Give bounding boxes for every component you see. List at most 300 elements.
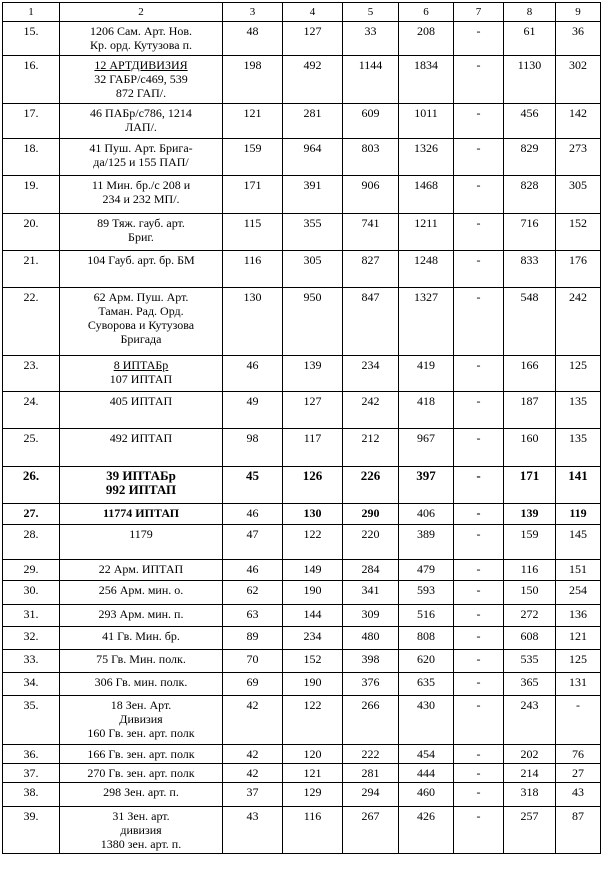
unit-name-line: 234 и 232 МП/. [102, 192, 180, 206]
value-cell: 257 [504, 807, 556, 854]
table-row [3, 104, 601, 139]
unit-name [60, 139, 223, 176]
value-cell: 273 [556, 139, 601, 176]
value-cell: 171 [223, 176, 283, 214]
value-cell: 125 [556, 650, 601, 673]
unit-name [60, 392, 223, 429]
value-cell: 365 [504, 673, 556, 696]
value-cell: 418 [399, 392, 454, 429]
value-cell: 242 [556, 288, 601, 356]
value-cell: - [454, 467, 504, 504]
value-cell: - [454, 525, 504, 560]
unit-name-line: 89 Тяж. гауб. арт. [97, 216, 185, 230]
value-cell: 116 [504, 560, 556, 581]
unit-name-line: 1380 зен. арт. п. [100, 837, 182, 851]
table-row [3, 650, 601, 673]
value-cell: 42 [223, 696, 283, 745]
value-cell: 267 [343, 807, 399, 854]
row-number: 29. [3, 560, 60, 581]
unit-name [60, 783, 223, 807]
value-cell: 1326 [399, 139, 454, 176]
value-cell: 125 [556, 356, 601, 392]
value-cell: 117 [283, 429, 343, 467]
unit-name [60, 807, 223, 854]
value-cell: 130 [223, 288, 283, 356]
value-cell: 302 [556, 56, 601, 104]
value-cell: 214 [504, 764, 556, 783]
value-cell: - [454, 627, 504, 650]
value-cell: 190 [283, 673, 343, 696]
value-cell: 906 [343, 176, 399, 214]
value-cell: 127 [283, 392, 343, 429]
col-header: 7 [454, 3, 504, 22]
value-cell: 1468 [399, 176, 454, 214]
col-header: 9 [556, 3, 601, 22]
value-cell: 121 [223, 104, 283, 139]
value-cell: 284 [343, 560, 399, 581]
table-row [3, 139, 601, 176]
value-cell: 967 [399, 429, 454, 467]
value-cell: 63 [223, 605, 283, 627]
table-row [3, 627, 601, 650]
unit-name-line: 41 Гв. Мин. бр. [102, 629, 180, 643]
unit-name-line: 160 Гв. зен. арт. полк [87, 726, 195, 740]
value-cell: - [454, 783, 504, 807]
value-cell: 116 [283, 807, 343, 854]
value-cell: 281 [343, 764, 399, 783]
data-table [2, 2, 601, 854]
table-row [3, 392, 601, 429]
value-cell: 254 [556, 581, 601, 605]
table-row [3, 56, 601, 104]
value-cell: 391 [283, 176, 343, 214]
unit-name-line: 104 Гауб. арт. бр. БМ [87, 253, 195, 267]
value-cell: - [454, 807, 504, 854]
value-cell: 309 [343, 605, 399, 627]
value-cell: 152 [556, 214, 601, 251]
table-row [3, 429, 601, 467]
unit-name-line: 22 Арм. ИПТАП [98, 562, 184, 576]
unit-name-line: 256 Арм. мин. о. [98, 583, 184, 597]
value-cell: 149 [283, 560, 343, 581]
unit-name-line: 11 Мин. бр./с 208 и [91, 178, 191, 192]
value-cell: 131 [556, 673, 601, 696]
value-cell: 159 [504, 525, 556, 560]
table-row [3, 288, 601, 356]
value-cell: 548 [504, 288, 556, 356]
unit-name-line: 39 ИПТАБр [106, 468, 176, 483]
value-cell: 242 [343, 392, 399, 429]
col-header: 2 [60, 3, 223, 22]
table-row [3, 251, 601, 288]
value-cell: 122 [283, 525, 343, 560]
value-cell: 444 [399, 764, 454, 783]
table-row [3, 581, 601, 605]
unit-name-line: 75 Гв. Мин. полк. [96, 652, 186, 666]
value-cell: 198 [223, 56, 283, 104]
value-cell: 460 [399, 783, 454, 807]
row-number: 28. [3, 525, 60, 560]
unit-name-line: Дивизия [119, 712, 163, 726]
value-cell: - [556, 696, 601, 745]
value-cell: 950 [283, 288, 343, 356]
value-cell: 1327 [399, 288, 454, 356]
value-cell: - [454, 251, 504, 288]
unit-name [60, 467, 223, 504]
unit-name [60, 22, 223, 56]
unit-name-line: 41 Пуш. Арт. Брига- [89, 141, 193, 155]
value-cell: 243 [504, 696, 556, 745]
value-cell: 454 [399, 745, 454, 764]
value-cell: 139 [283, 356, 343, 392]
unit-name [60, 214, 223, 251]
unit-name [60, 251, 223, 288]
value-cell: 116 [223, 251, 283, 288]
unit-name-line: Бригада [120, 332, 162, 346]
value-cell: 87 [556, 807, 601, 854]
row-number: 15. [3, 22, 60, 56]
unit-name-line: 992 ИПТАП [105, 482, 177, 497]
value-cell: 150 [504, 581, 556, 605]
value-cell: 121 [556, 627, 601, 650]
row-number: 37. [3, 764, 60, 783]
value-cell: 480 [343, 627, 399, 650]
value-cell: 166 [504, 356, 556, 392]
table-row [3, 504, 601, 525]
value-cell: 833 [504, 251, 556, 288]
value-cell: 202 [504, 745, 556, 764]
value-cell: 70 [223, 650, 283, 673]
row-number: 24. [3, 392, 60, 429]
unit-name-line: дивизия [120, 823, 162, 837]
value-cell: 290 [343, 504, 399, 525]
col-header: 3 [223, 3, 283, 22]
value-cell: 1011 [399, 104, 454, 139]
value-cell: 419 [399, 356, 454, 392]
value-cell: 36 [556, 22, 601, 56]
value-cell: 139 [504, 504, 556, 525]
row-number: 25. [3, 429, 60, 467]
value-cell: 281 [283, 104, 343, 139]
value-cell: 808 [399, 627, 454, 650]
table-row [3, 605, 601, 627]
row-number: 35. [3, 696, 60, 745]
value-cell: 318 [504, 783, 556, 807]
value-cell: 159 [223, 139, 283, 176]
table-row [3, 22, 601, 56]
value-cell: 305 [283, 251, 343, 288]
value-cell: - [454, 56, 504, 104]
unit-name-line: 270 Гв. зен. арт. полк [87, 766, 195, 780]
value-cell: - [454, 650, 504, 673]
value-cell: - [454, 429, 504, 467]
row-number: 33. [3, 650, 60, 673]
value-cell: 828 [504, 176, 556, 214]
value-cell: 151 [556, 560, 601, 581]
value-cell: 61 [504, 22, 556, 56]
value-cell: 42 [223, 745, 283, 764]
table-row [3, 467, 601, 504]
row-number: 32. [3, 627, 60, 650]
unit-name [60, 176, 223, 214]
value-cell: - [454, 560, 504, 581]
unit-name [60, 560, 223, 581]
unit-name [60, 356, 223, 392]
value-cell: - [454, 581, 504, 605]
row-number: 36. [3, 745, 60, 764]
value-cell: 234 [343, 356, 399, 392]
unit-name [60, 504, 223, 525]
unit-name-line: 872 ГАП/. [115, 86, 167, 100]
value-cell: - [454, 696, 504, 745]
unit-name-line: 11774 ИПТАП [102, 506, 180, 520]
value-cell: 272 [504, 605, 556, 627]
value-cell: 130 [283, 504, 343, 525]
value-cell: 45 [223, 467, 283, 504]
unit-name-line: Суворова и Кутузова [87, 318, 195, 332]
unit-name-line: 12 АРТДИВИЗИЯ [94, 58, 188, 72]
unit-name [60, 696, 223, 745]
unit-name-line: 8 ИПТАБр [113, 358, 169, 372]
table-row [3, 176, 601, 214]
value-cell: - [454, 504, 504, 525]
value-cell: 426 [399, 807, 454, 854]
value-cell: 847 [343, 288, 399, 356]
col-header: 4 [283, 3, 343, 22]
value-cell: 376 [343, 673, 399, 696]
value-cell: 62 [223, 581, 283, 605]
value-cell: - [454, 139, 504, 176]
row-number: 27. [3, 504, 60, 525]
unit-name-line: 405 ИПТАП [109, 394, 173, 408]
value-cell: 635 [399, 673, 454, 696]
value-cell: - [454, 176, 504, 214]
table-row [3, 807, 601, 854]
unit-name-line: ЛАП/. [125, 120, 157, 134]
value-cell: 190 [283, 581, 343, 605]
unit-name-line: 31 Зен. арт. [112, 809, 170, 823]
row-number: 22. [3, 288, 60, 356]
value-cell: 142 [556, 104, 601, 139]
header-row [3, 3, 601, 22]
unit-name [60, 745, 223, 764]
unit-name-line: Таман. Рад. Орд. [98, 304, 184, 318]
value-cell: 127 [283, 22, 343, 56]
table-row [3, 745, 601, 764]
value-cell: 48 [223, 22, 283, 56]
value-cell: 964 [283, 139, 343, 176]
value-cell: 803 [343, 139, 399, 176]
value-cell: 135 [556, 392, 601, 429]
value-cell: 121 [283, 764, 343, 783]
value-cell: 593 [399, 581, 454, 605]
value-cell: 479 [399, 560, 454, 581]
unit-name [60, 581, 223, 605]
row-number: 38. [3, 783, 60, 807]
unit-name-line: 306 Гв. мин. полк. [94, 675, 188, 689]
value-cell: 305 [556, 176, 601, 214]
table-row [3, 783, 601, 807]
unit-name [60, 56, 223, 104]
row-number: 16. [3, 56, 60, 104]
value-cell: - [454, 22, 504, 56]
unit-name-line: 492 ИПТАП [109, 431, 173, 445]
value-cell: 266 [343, 696, 399, 745]
value-cell: 741 [343, 214, 399, 251]
row-number: 31. [3, 605, 60, 627]
unit-name-line: Кр. орд. Кутузова п. [89, 38, 193, 52]
unit-name [60, 650, 223, 673]
value-cell: 1130 [504, 56, 556, 104]
value-cell: 98 [223, 429, 283, 467]
table-row [3, 560, 601, 581]
value-cell: 43 [556, 783, 601, 807]
value-cell: 456 [504, 104, 556, 139]
value-cell: 430 [399, 696, 454, 745]
row-number: 39. [3, 807, 60, 854]
value-cell: 827 [343, 251, 399, 288]
value-cell: 126 [283, 467, 343, 504]
value-cell: 27 [556, 764, 601, 783]
value-cell: 608 [504, 627, 556, 650]
value-cell: 535 [504, 650, 556, 673]
value-cell: 122 [283, 696, 343, 745]
value-cell: - [454, 214, 504, 251]
row-number: 26. [3, 467, 60, 504]
table-row [3, 673, 601, 696]
unit-name [60, 764, 223, 783]
value-cell: 212 [343, 429, 399, 467]
table-row [3, 525, 601, 560]
row-number: 23. [3, 356, 60, 392]
value-cell: 406 [399, 504, 454, 525]
unit-name [60, 288, 223, 356]
value-cell: 1248 [399, 251, 454, 288]
value-cell: 46 [223, 504, 283, 525]
unit-name-line: да/125 и 155 ПАП/ [93, 155, 189, 169]
value-cell: 120 [283, 745, 343, 764]
unit-name [60, 627, 223, 650]
value-cell: 46 [223, 356, 283, 392]
value-cell: 187 [504, 392, 556, 429]
row-number: 30. [3, 581, 60, 605]
value-cell: 89 [223, 627, 283, 650]
col-header: 5 [343, 3, 399, 22]
col-header: 6 [399, 3, 454, 22]
unit-name [60, 104, 223, 139]
row-number: 19. [3, 176, 60, 214]
unit-name-line: 1206 Сам. Арт. Нов. [89, 24, 193, 38]
value-cell: 389 [399, 525, 454, 560]
value-cell: 42 [223, 764, 283, 783]
value-cell: 37 [223, 783, 283, 807]
value-cell: 1144 [343, 56, 399, 104]
value-cell: 145 [556, 525, 601, 560]
value-cell: 46 [223, 560, 283, 581]
value-cell: 1834 [399, 56, 454, 104]
unit-name-line: 298 Зен. арт. п. [103, 785, 179, 799]
row-number: 34. [3, 673, 60, 696]
value-cell: 397 [399, 467, 454, 504]
unit-name [60, 605, 223, 627]
unit-name [60, 429, 223, 467]
unit-name-line: 293 Арм. мин. п. [98, 607, 184, 621]
value-cell: 160 [504, 429, 556, 467]
value-cell: 76 [556, 745, 601, 764]
value-cell: 49 [223, 392, 283, 429]
value-cell: 492 [283, 56, 343, 104]
unit-name-line: 166 Гв. зен. арт. полк [87, 747, 195, 761]
value-cell: 33 [343, 22, 399, 56]
unit-name-line: Бриг. [128, 230, 154, 244]
unit-name-line: 1179 [129, 527, 153, 541]
value-cell: 226 [343, 467, 399, 504]
value-cell: 69 [223, 673, 283, 696]
value-cell: 43 [223, 807, 283, 854]
value-cell: 609 [343, 104, 399, 139]
value-cell: 222 [343, 745, 399, 764]
unit-name-line: 107 ИПТАП [109, 372, 173, 386]
value-cell: 136 [556, 605, 601, 627]
value-cell: - [454, 764, 504, 783]
col-header: 1 [3, 3, 60, 22]
unit-name [60, 525, 223, 560]
value-cell: - [454, 673, 504, 696]
value-cell: - [454, 392, 504, 429]
row-number: 18. [3, 139, 60, 176]
value-cell: 1211 [399, 214, 454, 251]
value-cell: 620 [399, 650, 454, 673]
value-cell: 234 [283, 627, 343, 650]
value-cell: 171 [504, 467, 556, 504]
row-number: 20. [3, 214, 60, 251]
value-cell: 829 [504, 139, 556, 176]
unit-name-line: 46 ПАБр/с786, 1214 [90, 106, 192, 120]
value-cell: 129 [283, 783, 343, 807]
value-cell: - [454, 605, 504, 627]
value-cell: 115 [223, 214, 283, 251]
value-cell: 152 [283, 650, 343, 673]
table-row [3, 214, 601, 251]
value-cell: 398 [343, 650, 399, 673]
value-cell: 135 [556, 429, 601, 467]
unit-name [60, 673, 223, 696]
value-cell: 341 [343, 581, 399, 605]
value-cell: 119 [556, 504, 601, 525]
value-cell: - [454, 745, 504, 764]
row-number: 17. [3, 104, 60, 139]
value-cell: 47 [223, 525, 283, 560]
table-row [3, 696, 601, 745]
value-cell: - [454, 288, 504, 356]
table-row [3, 764, 601, 783]
table-row [3, 356, 601, 392]
value-cell: 516 [399, 605, 454, 627]
value-cell: 141 [556, 467, 601, 504]
value-cell: 144 [283, 605, 343, 627]
value-cell: 355 [283, 214, 343, 251]
value-cell: - [454, 356, 504, 392]
value-cell: 220 [343, 525, 399, 560]
row-number: 21. [3, 251, 60, 288]
value-cell: 176 [556, 251, 601, 288]
col-header: 8 [504, 3, 556, 22]
value-cell: - [454, 104, 504, 139]
unit-name-line: 62 Арм. Пуш. Арт. [93, 290, 189, 304]
unit-name-line: 32 ГАБР/с469, 539 [94, 72, 188, 86]
value-cell: 716 [504, 214, 556, 251]
value-cell: 208 [399, 22, 454, 56]
